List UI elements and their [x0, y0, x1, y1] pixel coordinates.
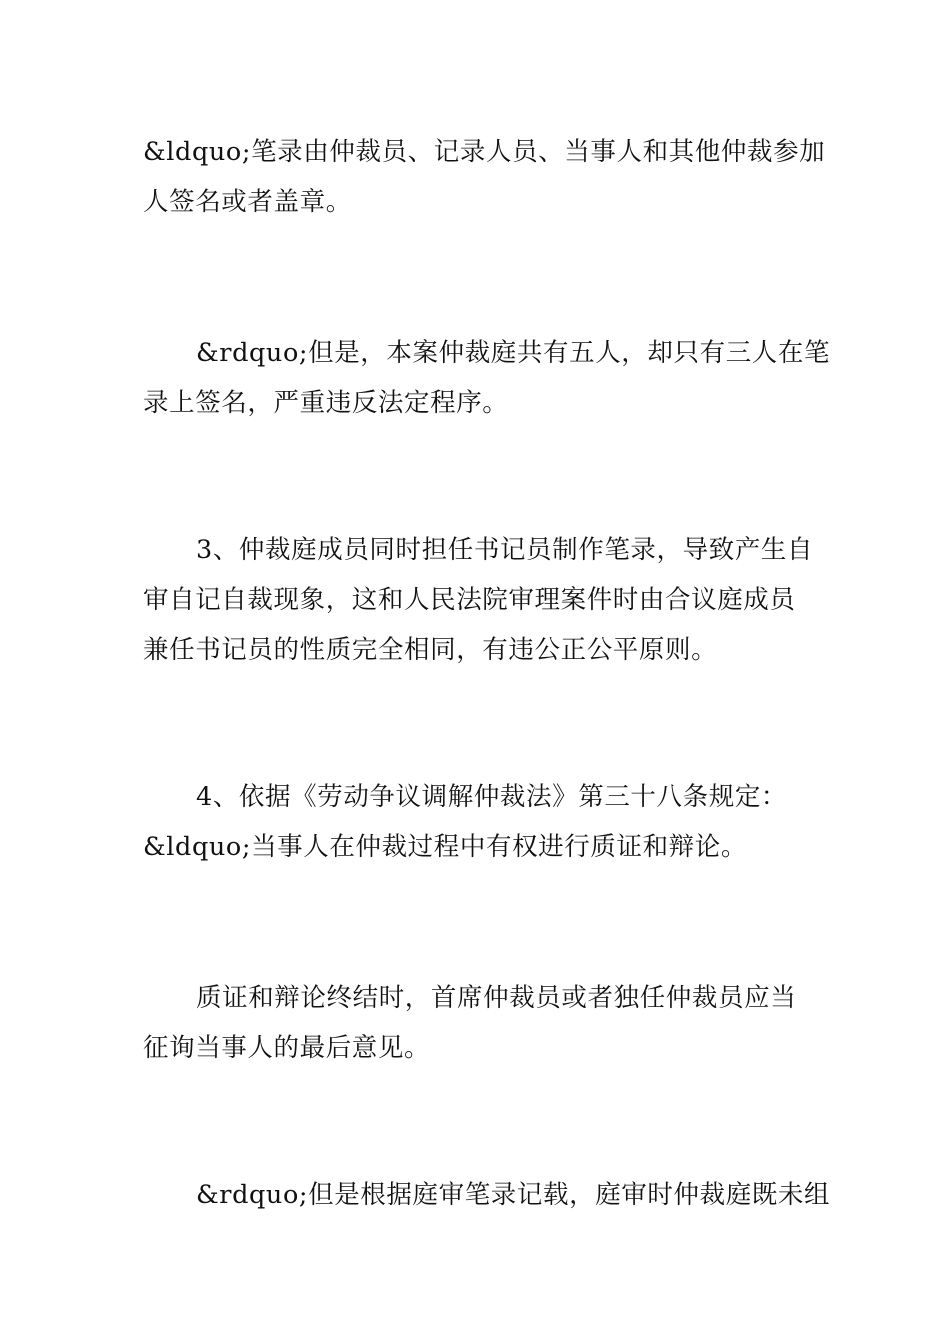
paragraph-signature-rule [143, 127, 826, 227]
paragraph-line: 3、仲裁庭成员同时担任书记员制作笔录，导致产生自 [196, 535, 814, 565]
paragraph-line: &ldquo;笔录由仲裁员、记录人员、当事人和其他仲裁参加 [143, 137, 826, 167]
paragraph-final-opinion [143, 973, 813, 1073]
paragraph-point-3 [143, 525, 813, 675]
paragraph-line: 质证和辩论终结时，首席仲裁员或者独任仲裁员应当 [196, 983, 797, 1013]
paragraph-trial-record [143, 1170, 831, 1220]
paragraph-line: &ldquo;当事人在仲裁过程中有权进行质证和辩论。 [143, 832, 747, 862]
paragraph-three-signatures [143, 328, 831, 428]
paragraph-line: 人签名或者盖章。 [143, 187, 352, 217]
paragraph-line: &rdquo;但是根据庭审笔录记载，庭审时仲裁庭既未组 [196, 1180, 831, 1210]
paragraph-line: 兼任书记员的性质完全相同，有违公正公平原则。 [143, 635, 718, 665]
paragraph-point-4 [143, 772, 813, 872]
paragraph-line: 审自记自裁现象，这和人民法院审理案件时由合议庭成员 [143, 585, 796, 615]
paragraph-line: &rdquo;但是，本案仲裁庭共有五人，却只有三人在笔 [196, 338, 831, 368]
paragraph-line: 征询当事人的最后意见。 [143, 1033, 431, 1063]
paragraph-line: 录上签名，严重违反法定程序。 [143, 388, 509, 418]
paragraph-line: 4、依据《劳动争议调解仲裁法》第三十八条规定： [196, 782, 788, 812]
